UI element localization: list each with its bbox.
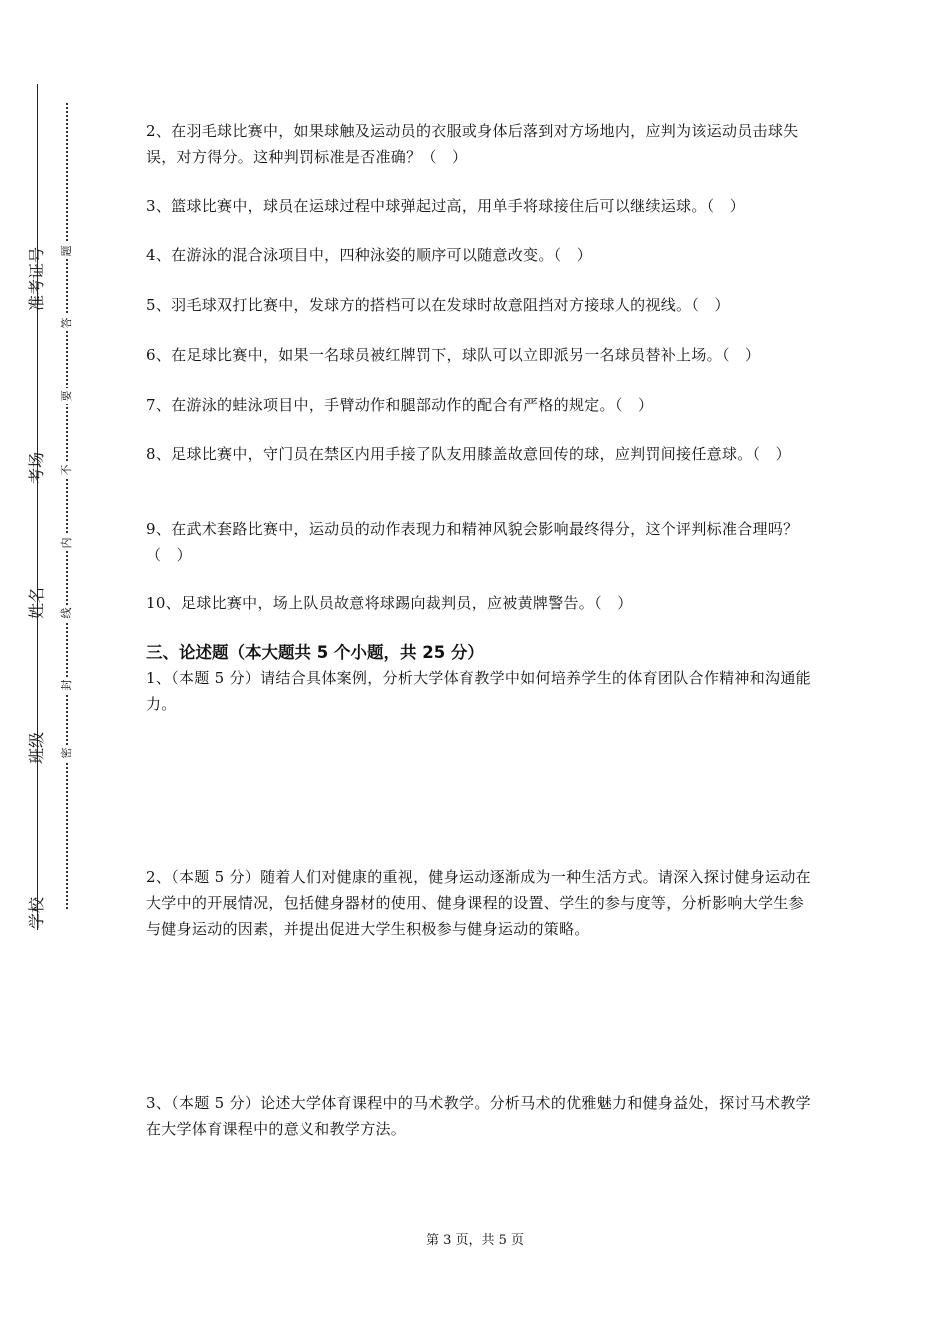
judgment-question-6: 6、在足球比赛中，如果一名球员被红牌罚下，球队可以立即派另一名球员替补上场。（ ）	[146, 346, 761, 364]
judgment-question-9: 9、在武术套路比赛中，运动员的动作表现力和精神风貌会影响最终得分，这个评判标准合理吗？（ ）	[146, 520, 799, 564]
school-label: 学校	[27, 897, 46, 930]
seal-char: 要	[59, 388, 75, 404]
judgment-question-2: 2、在羽毛球比赛中，如果球触及运动员的衣服或身体后落到对方场地内，应判为该运动员击球失误，对方得分。这种判罚标准是否准确？（ ）	[146, 122, 799, 166]
essay-question-1: 1、（本题 5 分）请结合具体案例，分析大学体育教学中如何培养学生的体育团队合作精神和沟通能力。	[146, 669, 811, 713]
essay-question-2: 2、（本题 5 分）随着人们对健康的重视，健身运动逐渐成为一种生活方式。请深入探讨健身运动在大学中的开展情况，包括健身器材的使用、健身课程的设置、学生的参与度等，分析影响大学生参与健身运动的因素，并提出促进大学生积极参与健身运动的策略。	[146, 868, 811, 938]
seal-char: 题	[59, 243, 75, 259]
name-label: 姓名	[27, 587, 46, 620]
judgment-question-5: 5、羽毛球双打比赛中，发球方的搭档可以在发球时故意阻挡对方接球人的视线。（ ）	[146, 296, 730, 314]
exam-room-label: 考场	[27, 452, 46, 485]
section-title: 三、论述题（本大题共 5 个小题，共 25 分）	[146, 643, 484, 662]
seal-char: 封	[59, 677, 75, 693]
judgment-question-7: 7、在游泳的蛙泳项目中，手臂动作和腿部动作的配合有严格的规定。（ ）	[146, 396, 654, 414]
judgment-question-10: 10、足球比赛中，场上队员故意将球踢向裁判员，应被黄牌警告。（ ）	[146, 594, 633, 612]
essay-question-3: 3、（本题 5 分）论述大学体育课程中的马术教学。分析马术的优雅魅力和健身益处，探讨马术教学在大学体育课程中的意义和教学方法。	[146, 1094, 811, 1138]
seal-char: 密	[59, 745, 75, 761]
page-footer: 第 3 页，共 5 页	[425, 1233, 525, 1248]
class-label: 班级	[27, 732, 46, 765]
seal-char: 不	[59, 462, 75, 478]
binding-solid-line	[37, 84, 38, 930]
judgment-question-4: 4、在游泳的混合泳项目中，四种泳姿的顺序可以随意改变。（ ）	[146, 246, 593, 264]
seal-char: 答	[59, 315, 75, 331]
seal-char: 线	[59, 605, 75, 621]
judgment-question-8: 8、足球比赛中，守门员在禁区内用手接了队友用膝盖故意回传的球，应判罚间接任意球。（ ）	[146, 445, 791, 463]
judgment-question-3: 3、篮球比赛中，球员在运球过程中球弹起过高，用单手将球接住后可以继续运球。（ ）	[146, 197, 746, 215]
seal-char: 内	[59, 535, 75, 551]
exam-number-label: 准考证号	[27, 246, 46, 311]
seal-dotted-line	[66, 103, 68, 909]
